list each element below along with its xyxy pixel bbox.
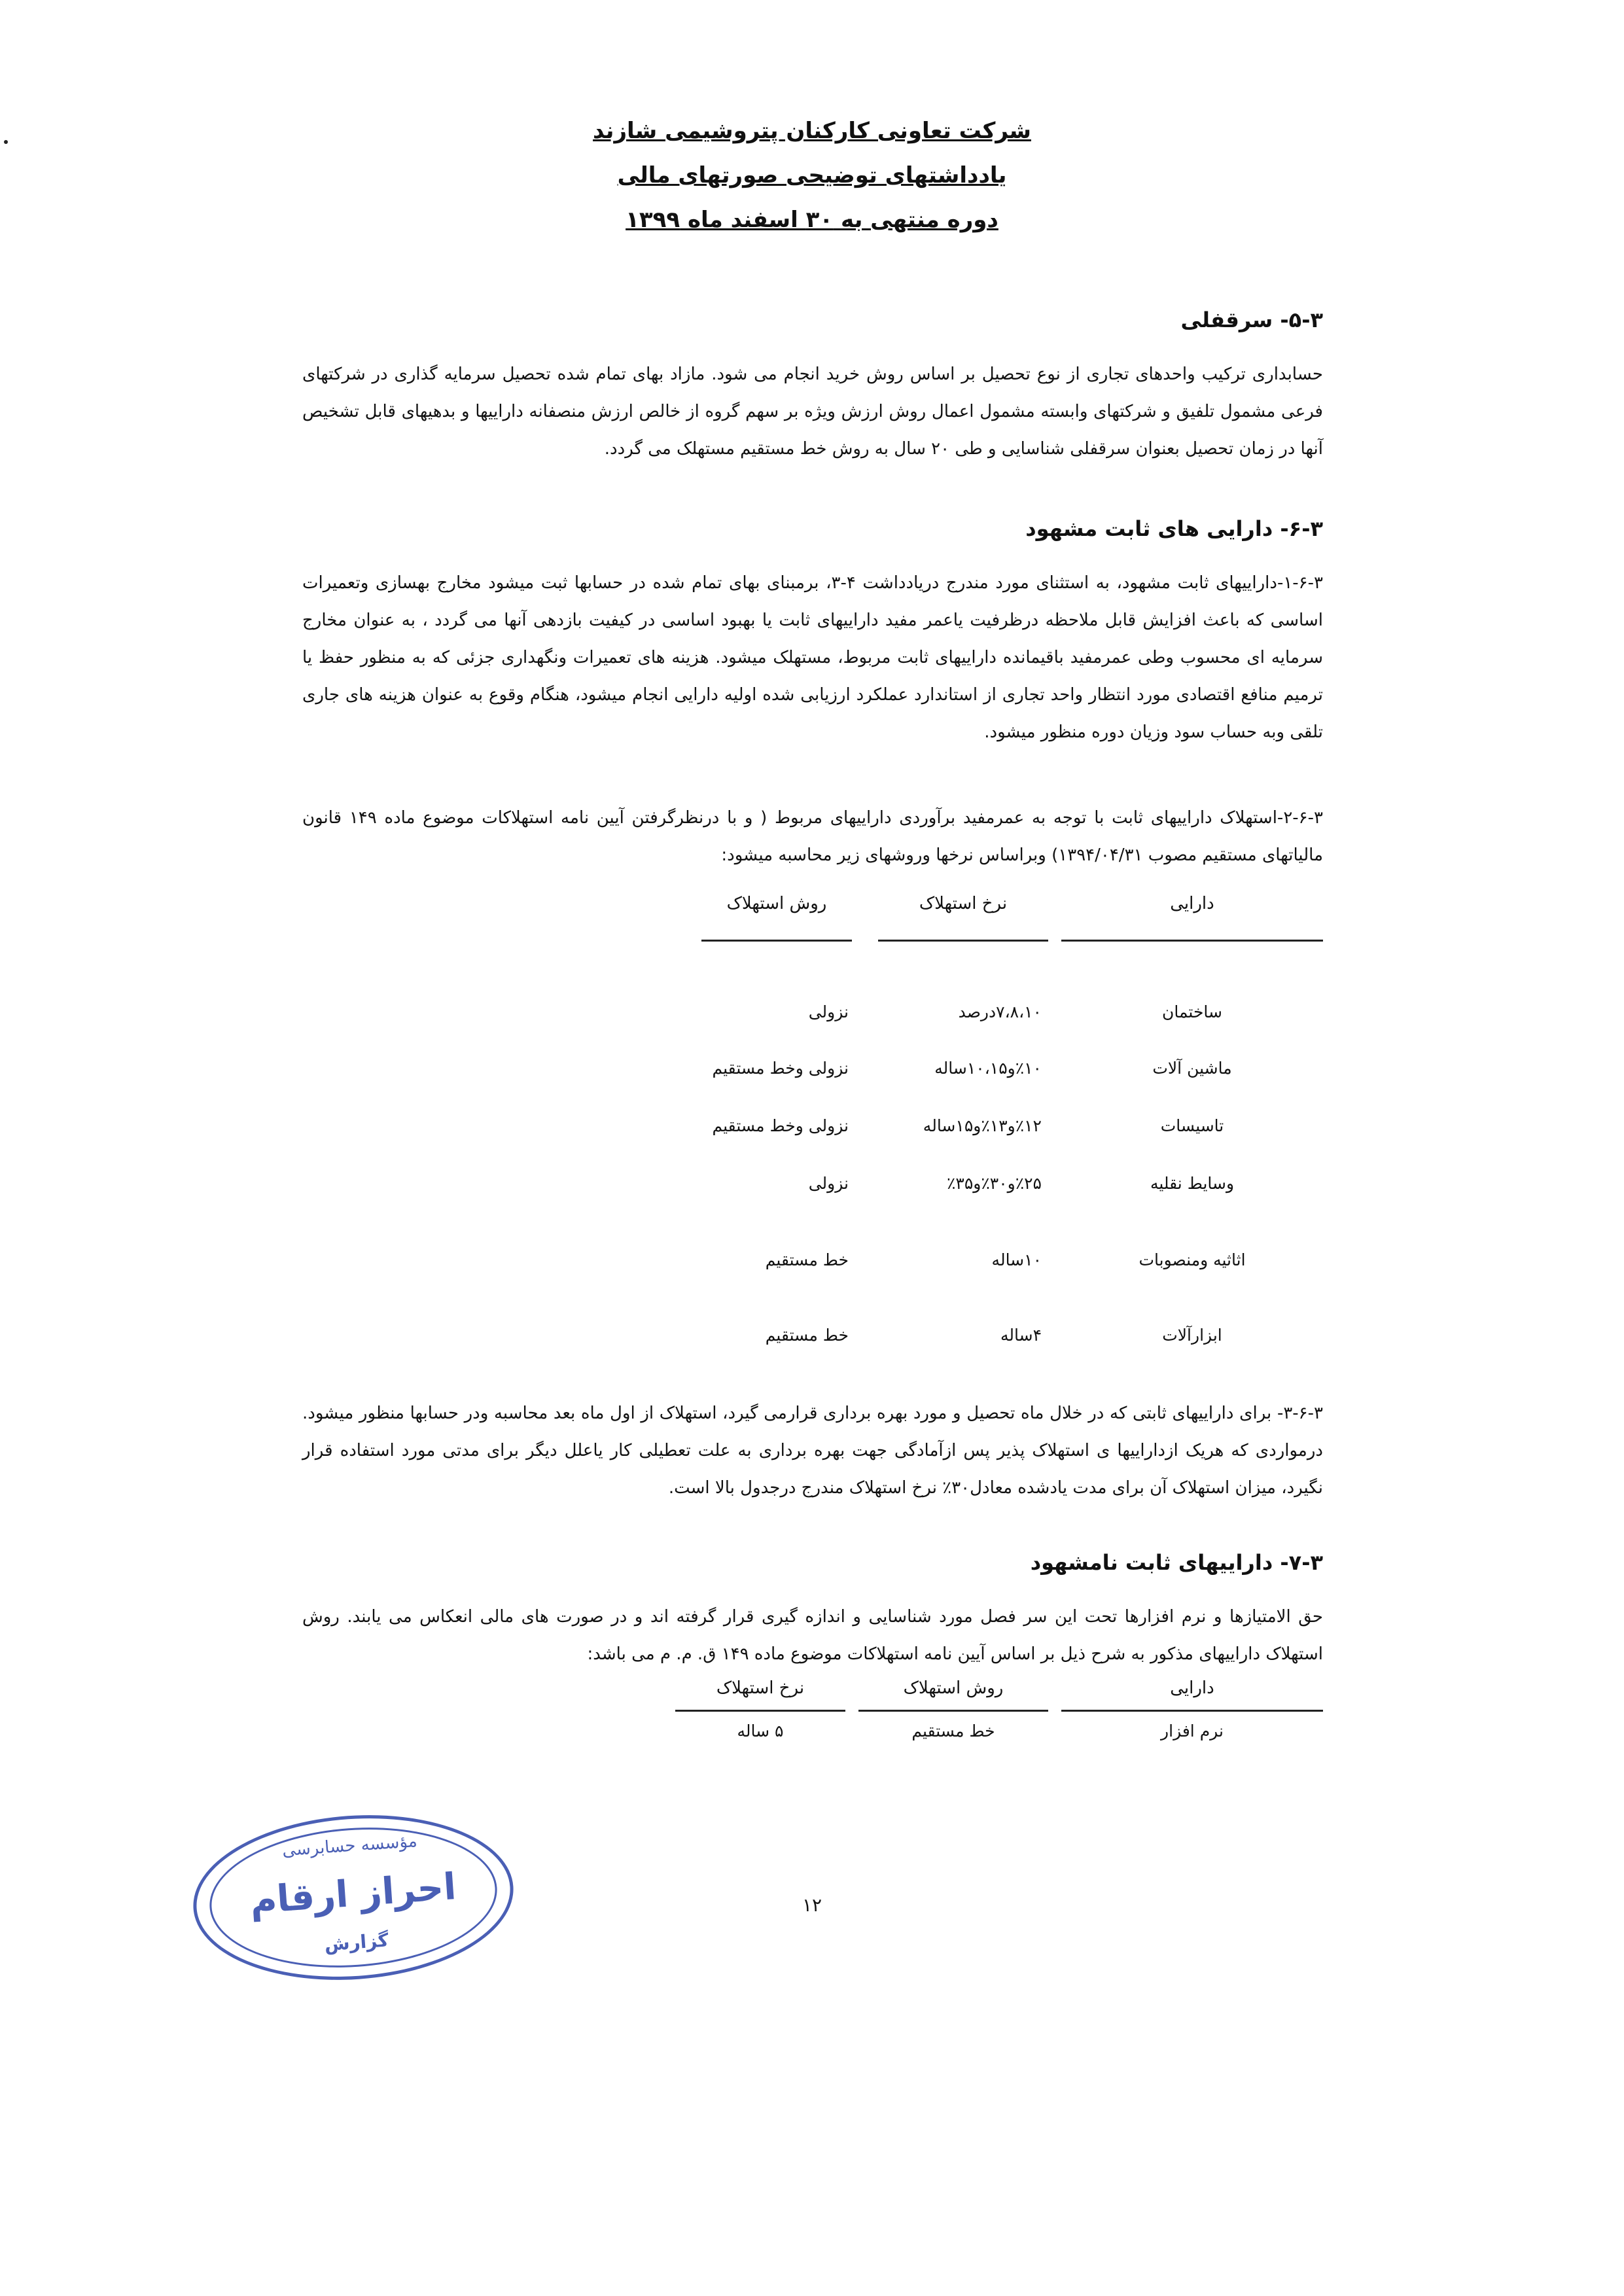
- asset-cell: ابزارآلات: [1162, 1326, 1222, 1345]
- col-header-rate: نرخ استهلاک: [716, 1678, 805, 1698]
- stamp-line-2: احراز ارقام: [248, 1865, 458, 1922]
- method-cell: نزولی: [808, 1174, 849, 1193]
- table-row: [669, 1250, 1323, 1277]
- intangible-assets-heading: ۷-۳- داراییهای ثابت نامشهود: [1030, 1550, 1323, 1575]
- method-cell: نزولی وخط مستقیم: [712, 1059, 849, 1078]
- rate-cell: ۴ساله: [1000, 1326, 1042, 1345]
- document-header: [0, 118, 1624, 251]
- depreciation-table: [302, 894, 1323, 1378]
- table-row: [669, 1326, 1323, 1352]
- auditor-stamp: [188, 1805, 519, 1990]
- company-name: شرکت تعاونی کارکنان پتروشیمی شازند: [593, 118, 1031, 144]
- method-cell: نزولی: [808, 1002, 849, 1021]
- asset-cell: ساختمان: [1162, 1002, 1222, 1021]
- asset-cell: ماشین آلات: [1152, 1059, 1232, 1078]
- rate-cell: ٪۱۰و۱۰،۱۵ساله: [934, 1059, 1042, 1078]
- header-rule-rate: [878, 940, 1048, 942]
- goodwill-heading: ۵-۳- سرقفلی: [1180, 308, 1323, 332]
- table-row: [669, 1002, 1323, 1029]
- method-cell: خط مستقیم: [911, 1722, 995, 1740]
- col-header-rate: نرخ استهلاک: [919, 894, 1008, 913]
- header-rule-method: [701, 940, 852, 942]
- stamp-line-3: گزارش: [323, 1929, 389, 1956]
- rate-cell: ٪۱۲و۱۳٪و۱۵ساله: [923, 1116, 1042, 1135]
- col-header-asset: دارایی: [1170, 894, 1214, 913]
- table-row: [669, 1174, 1323, 1200]
- header-rule-rate: [675, 1710, 845, 1712]
- tangible-assets-heading: ۶-۳- دارایی های ثابت مشهود: [1025, 516, 1323, 541]
- tangible-note-3: ۳-۶-۳- برای داراییهای ثابتی که در خلال ماه تحصیل و مورد بهره برداری قرارمی گیرد، استهلاک از اول ماه بعد محاسبه ودر حسابها منظور میشود. درمواردی که هریک ازداراییها ی استهلاک پذیر پس ازآمادگی جهت بهره برداری به علت تعطیلی کار یاعلل دیگر برای مدتی مورد استفاده قرار نگیرد، میزان استهلاک آن برای مدت یادشده معادل۳۰٪ نرخ استهلاک مندرج درجدول بالا است.: [302, 1404, 1323, 1498]
- rate-cell: ۵ ساله: [737, 1722, 784, 1740]
- asset-cell: تاسیسات: [1160, 1116, 1224, 1135]
- stamp-line-1: مؤسسه حسابرسی: [281, 1831, 418, 1861]
- method-cell: نزولی وخط مستقیم: [712, 1116, 849, 1135]
- intangible-paragraph: حق الامتیازها و نرم افزارها تحت این سر فصل مورد شناسایی و اندازه گیری قرار گرفته اند و در صورت های مالی انعکاس می یابند. روش استهلاک داراییهای مذکور به شرح ذیل بر اساس آیین نامه استهلاکات موضوع ماده ۱۴۹ ق. م. م می باشد:: [302, 1607, 1323, 1664]
- tangible-note-1: ۱-۶-۳-داراییهای ثابت مشهود، به استثنای مورد مندرج دریادداشت ۴-۳، برمبنای بهای تمام شده در حسابها ثبت میشود مخارج بهسازی وتعمیرات اساسی که باعث افزایش قابل ملاحظه درظرفیت یاعمر مفید داراییهای ثابت یا بهبود اساسی در کیفیت بازدهی آنها می گردد ، به عنوان مخارج سرمایه ای محسوب وطی عمرمفید باقیمانده داراییهای ثابت مربوط، مستهلک میشود. هزینه های تعمیرات ونگهداری جزئی که به منظور حفظ یا ترمیم منافع اقتصادی مورد انتظار واحد تجاری از استاندارد عملکرد ارزیابی شده اولیه دارایی انجام میشود، هنگام وقوع به عنوان هزینه های جاری تلقی وبه حساب سود وزیان دوره منظور میشود.: [302, 573, 1323, 742]
- asset-cell: نرم افزار: [1161, 1722, 1224, 1740]
- col-header-method: روش استهلاک: [903, 1678, 1004, 1698]
- document-title: یادداشتهای توضیحی صورتهای مالی: [617, 162, 1007, 188]
- rate-cell: ۱۰ساله: [991, 1250, 1042, 1269]
- asset-cell: وسایط نقلیه: [1150, 1174, 1235, 1193]
- method-cell: خط مستقیم: [765, 1250, 849, 1269]
- goodwill-paragraph: حسابداری ترکیب واحدهای تجاری از نوع تحصیل بر اساس روش خرید انجام می شود. مازاد بهای تمام شده تحصیل سرمایه گذاری در شرکتهای فرعی مشمول تلفیق و شرکتهای وابسته مشمول اعمال روش ارزش ویژه بر سهم گروه از خالص ارزش منصفانه داراییها و بدهیهای قابل تشخیص آنها در زمان تحصیل بعنوان سرقفلی شناسایی و طی ۲۰ سال به روش خط مستقیم مستهلک می گردد.: [302, 364, 1323, 459]
- method-cell: خط مستقیم: [765, 1326, 849, 1345]
- asset-cell: اثاثیه ومنصوبات: [1139, 1250, 1246, 1269]
- table-row: [669, 1116, 1323, 1142]
- rate-cell: ٪۲۵و۳۰٪و۳۵٪: [946, 1174, 1042, 1193]
- rate-cell: ۷،۸،۱۰درصد: [958, 1002, 1042, 1021]
- tangible-note-2: ۲-۶-۳-استهلاک داراییهای ثابت با توجه به عمرمفید برآوردی داراییهای مربوط ( و با درنظرگرفتن آیین نامه استهلاکات موضوع ماده ۱۴۹ قانون مالیاتهای مستقیم مصوب ۱۳۹۴/۰۴/۳۱) وبراساس نرخها وروشهای زیر محاسبه میشود:: [302, 808, 1323, 865]
- page-number: ۱۲: [802, 1894, 822, 1916]
- period-title: دوره منتهی به ۳۰ اسفند ماه ۱۳۹۹: [626, 207, 998, 233]
- header-rule-method: [858, 1710, 1048, 1712]
- header-rule-asset: [1061, 1710, 1323, 1712]
- col-header-method: روش استهلاک: [726, 894, 827, 913]
- intangible-table: [302, 1678, 1323, 1757]
- notes-content: [302, 308, 1323, 1757]
- header-rule-asset: [1061, 940, 1323, 942]
- col-header-asset: دارایی: [1170, 1678, 1214, 1698]
- table-row: [669, 1059, 1323, 1085]
